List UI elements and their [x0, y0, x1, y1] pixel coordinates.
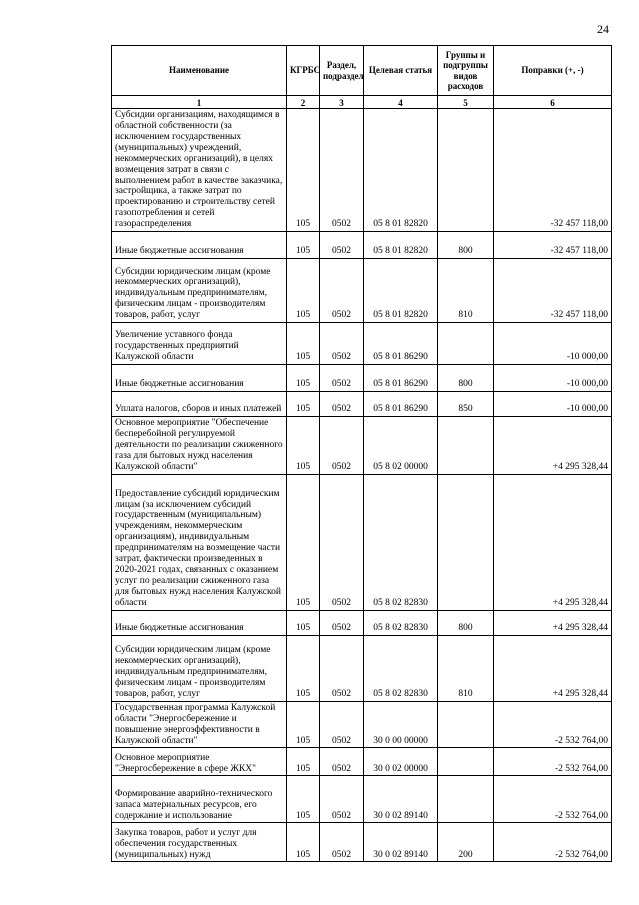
table-row [112, 417, 612, 475]
row-name: Формирование аварийно-технического запаса материальных ресурсов, его содержание и использование [112, 776, 287, 823]
row-target: 05 8 01 86290 [364, 392, 438, 417]
row-group [438, 776, 494, 823]
row-amount: -32 457 118,00 [494, 232, 612, 259]
row-amount: +4 295 328,44 [494, 474, 612, 610]
row-section: 0502 [320, 417, 364, 475]
row-kgrbs: 105 [287, 109, 320, 232]
table-row [112, 823, 612, 862]
row-group: 850 [438, 392, 494, 417]
row-name: Закупка товаров, работ и услуг для обеспечения государственных (муниципальных) нужд [112, 823, 287, 862]
row-section: 0502 [320, 365, 364, 392]
column-number: 3 [320, 96, 364, 109]
row-target: 05 8 02 82830 [364, 610, 438, 635]
row-group: 800 [438, 610, 494, 635]
table-header-row [112, 46, 612, 96]
row-amount: -2 532 764,00 [494, 823, 612, 862]
row-name: Государственная программа Калужской области "Энергосбережение и повышение энергоэффективности в Калужской области" [112, 701, 287, 748]
row-group [438, 474, 494, 610]
row-group [438, 417, 494, 475]
table-row [112, 610, 612, 635]
row-name: Субсидии организациям, находящимся в областной собственности (за исключением государственных (муниципальных) учреждений, некоммерческих организаций), в целях возмещения затрат в связи с выполнением работ в качестве заказчика, застройщика, а также затрат по проектированию и строительству сетей газопотребления и сетей газораспределения [112, 109, 287, 232]
row-name: Увеличение уставного фонда государственных предприятий Калужской области [112, 323, 287, 365]
row-amount: -10 000,00 [494, 323, 612, 365]
row-group [438, 323, 494, 365]
row-group: 800 [438, 365, 494, 392]
column-number: 5 [438, 96, 494, 109]
row-kgrbs: 105 [287, 635, 320, 701]
row-group: 800 [438, 232, 494, 259]
table-row [112, 748, 612, 776]
header-target: Целевая статья [364, 46, 438, 96]
row-amount: +4 295 328,44 [494, 635, 612, 701]
row-section: 0502 [320, 701, 364, 748]
table-row [112, 232, 612, 259]
row-section: 0502 [320, 392, 364, 417]
row-target: 05 8 01 86290 [364, 365, 438, 392]
table-row [112, 259, 612, 323]
row-section: 0502 [320, 635, 364, 701]
row-group: 810 [438, 259, 494, 323]
row-section: 0502 [320, 474, 364, 610]
row-kgrbs: 105 [287, 232, 320, 259]
header-amendments: Поправки (+, -) [494, 46, 612, 96]
column-number: 1 [112, 96, 287, 109]
row-kgrbs: 105 [287, 392, 320, 417]
header-kgrbs: КГРБС [287, 46, 320, 96]
row-amount: +4 295 328,44 [494, 610, 612, 635]
row-section: 0502 [320, 610, 364, 635]
row-name: Субсидии юридическим лицам (кроме некоммерческих организаций), индивидуальным предпринимателям, физическим лицам - производителям товаров, работ, услуг [112, 635, 287, 701]
row-amount: -32 457 118,00 [494, 259, 612, 323]
row-target: 05 8 02 82830 [364, 635, 438, 701]
row-group: 200 [438, 823, 494, 862]
table-row [112, 323, 612, 365]
row-section: 0502 [320, 109, 364, 232]
table-row [112, 635, 612, 701]
table-row [112, 776, 612, 823]
row-target: 05 8 01 82820 [364, 109, 438, 232]
row-name: Основное мероприятие "Энергосбережение в сфере ЖКХ" [112, 748, 287, 776]
row-name: Иные бюджетные ассигнования [112, 365, 287, 392]
row-name: Предоставление субсидий юридическим лицам (за исключением субсидий государственным (муниципальным) учреждениям, некоммерческим организациям), индивидуальным предпринимателям на возмещение части затрат, фактически произведенных в 2020-2021 годах, связанных с оказанием услуг по реализации сжиженного газа для бытовых нужд населения Калужской области [112, 474, 287, 610]
row-target: 05 8 02 82830 [364, 474, 438, 610]
row-name: Иные бюджетные ассигнования [112, 610, 287, 635]
row-section: 0502 [320, 748, 364, 776]
column-number: 6 [494, 96, 612, 109]
table-row [112, 474, 612, 610]
table-row [112, 365, 612, 392]
row-group [438, 748, 494, 776]
row-amount: -32 457 118,00 [494, 109, 612, 232]
row-section: 0502 [320, 259, 364, 323]
column-number: 4 [364, 96, 438, 109]
table-row [112, 701, 612, 748]
row-target: 05 8 01 86290 [364, 323, 438, 365]
row-kgrbs: 105 [287, 365, 320, 392]
row-amount: -10 000,00 [494, 392, 612, 417]
row-amount: -10 000,00 [494, 365, 612, 392]
table-row [112, 109, 612, 232]
row-kgrbs: 105 [287, 417, 320, 475]
row-kgrbs: 105 [287, 323, 320, 365]
budget-amendments-table [111, 45, 612, 862]
row-amount: +4 295 328,44 [494, 417, 612, 475]
row-section: 0502 [320, 232, 364, 259]
row-target: 30 0 02 00000 [364, 748, 438, 776]
row-target: 05 8 01 82820 [364, 259, 438, 323]
row-kgrbs: 105 [287, 748, 320, 776]
row-group [438, 701, 494, 748]
row-kgrbs: 105 [287, 474, 320, 610]
row-target: 05 8 01 82820 [364, 232, 438, 259]
row-kgrbs: 105 [287, 259, 320, 323]
row-group [438, 109, 494, 232]
row-target: 30 0 00 00000 [364, 701, 438, 748]
column-number: 2 [287, 96, 320, 109]
page-number: 24 [597, 22, 609, 36]
row-section: 0502 [320, 323, 364, 365]
header-section: Раздел, подраздел [320, 46, 364, 96]
row-section: 0502 [320, 823, 364, 862]
row-name: Иные бюджетные ассигнования [112, 232, 287, 259]
row-section: 0502 [320, 776, 364, 823]
row-target: 05 8 02 00000 [364, 417, 438, 475]
row-amount: -2 532 764,00 [494, 748, 612, 776]
row-kgrbs: 105 [287, 610, 320, 635]
row-name: Основное мероприятие "Обеспечение бесперебойной регулируемой деятельности по реализации сжиженного газа для бытовых нужд населения Калужской области" [112, 417, 287, 475]
row-kgrbs: 105 [287, 823, 320, 862]
row-amount: -2 532 764,00 [494, 701, 612, 748]
row-group: 810 [438, 635, 494, 701]
row-kgrbs: 105 [287, 701, 320, 748]
row-amount: -2 532 764,00 [494, 776, 612, 823]
column-number-row [112, 96, 612, 109]
header-groups: Группы и подгруппы видов расходов [438, 46, 494, 96]
table-row [112, 392, 612, 417]
row-kgrbs: 105 [287, 776, 320, 823]
row-name: Уплата налогов, сборов и иных платежей [112, 392, 287, 417]
header-name: Наименование [112, 46, 287, 96]
row-target: 30 0 02 89140 [364, 776, 438, 823]
row-target: 30 0 02 89140 [364, 823, 438, 862]
row-name: Субсидии юридическим лицам (кроме некоммерческих организаций), индивидуальным предпринимателям, физическим лицам - производителям товаров, работ, услуг [112, 259, 287, 323]
